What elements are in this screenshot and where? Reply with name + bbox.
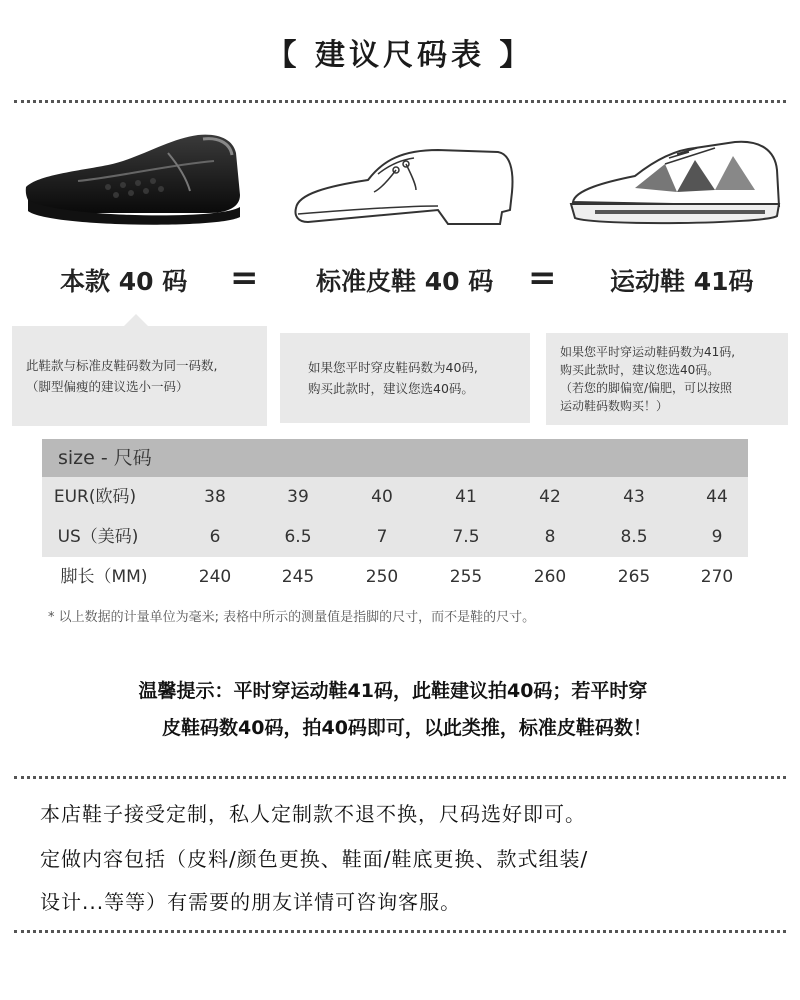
custom-line-2: 定做内容包括（皮料/颜色更换、鞋面/鞋底更换、款式组装/	[40, 847, 589, 871]
divider	[14, 100, 786, 103]
leather-casual-shoe-image	[18, 125, 248, 235]
table-cell: 44	[706, 487, 728, 507]
table-cell: 250	[365, 567, 399, 587]
note-text: 购买此款时，建议您选40码。	[560, 363, 720, 377]
note-text: （若您的脚偏宽/偏肥，可以按照	[560, 381, 733, 395]
dress-shoe-size-label: 标准皮鞋 40 码	[316, 267, 494, 296]
note-text: 购买此款时，建议您选40码。	[308, 381, 474, 396]
note-text: 运动鞋码数购买！）	[560, 399, 669, 413]
table-cell: 7.5	[452, 527, 480, 547]
table-cell: 38	[204, 487, 226, 507]
page-title: 【 建议尺码表 】	[266, 38, 534, 73]
sneaker-outline-image	[565, 130, 795, 240]
row-label: 脚长（MM)	[60, 567, 148, 587]
table-footnote: * 以上数据的计量单位为毫米; 表格中所示的测量值是指脚的尺寸，而不是鞋的尺寸。	[48, 610, 536, 625]
note-bubble-1	[12, 326, 267, 426]
sneaker-size-label: 运动鞋 41码	[610, 267, 754, 296]
table-cell: 7	[376, 527, 388, 547]
table-cell: 8	[544, 527, 556, 547]
table-cell: 255	[449, 567, 483, 587]
note-bubble-3	[546, 333, 788, 425]
divider	[14, 776, 786, 779]
dress-shoe-outline-image	[288, 140, 518, 250]
table-cell: 41	[455, 487, 477, 507]
table-cell: 265	[617, 567, 651, 587]
table-row-us	[42, 517, 748, 557]
size-table-header: size - 尺码	[42, 439, 748, 477]
table-cell: 6.5	[284, 527, 312, 547]
table-cell: 40	[371, 487, 393, 507]
note-text: （脚型偏瘦的建议选小一码）	[26, 379, 189, 394]
table-row-eur	[42, 477, 748, 517]
divider	[14, 930, 786, 933]
table-cell: 9	[711, 527, 723, 547]
equals-sign: =	[230, 258, 259, 298]
custom-line-3: 设计...等等）有需要的朋友详情可咨询客服。	[40, 890, 462, 914]
table-cell: 260	[533, 567, 567, 587]
table-row-foot-length	[42, 557, 748, 597]
note-bubble-2	[280, 333, 530, 423]
table-cell: 240	[198, 567, 232, 587]
tip-line-1: 温馨提示：平时穿运动鞋41码，此鞋建议拍40码；若平时穿	[138, 680, 648, 702]
note-text: 如果您平时穿皮鞋码数为40码,	[308, 360, 478, 375]
note-text: 如果您平时穿运动鞋码数为41码,	[560, 345, 736, 359]
tip-line-2: 皮鞋码数40码，拍40码即可，以此类推，标准皮鞋码数！	[162, 717, 652, 739]
table-cell: 6	[209, 527, 221, 547]
this-shoe-size-label: 本款 40 码	[60, 267, 188, 296]
row-label: US（美码)	[57, 527, 139, 547]
table-cell: 245	[281, 567, 315, 587]
row-label: EUR(欧码)	[53, 487, 137, 507]
table-cell: 270	[700, 567, 734, 587]
table-cell: 39	[287, 487, 309, 507]
table-cell: 8.5	[620, 527, 648, 547]
table-cell: 42	[539, 487, 561, 507]
equals-sign: =	[528, 258, 557, 298]
note-text: 此鞋款与标准皮鞋码数为同一码数,	[26, 358, 218, 373]
table-cell: 43	[623, 487, 645, 507]
custom-line-1: 本店鞋子接受定制，私人定制款不退不换，尺码选好即可。	[40, 802, 586, 826]
